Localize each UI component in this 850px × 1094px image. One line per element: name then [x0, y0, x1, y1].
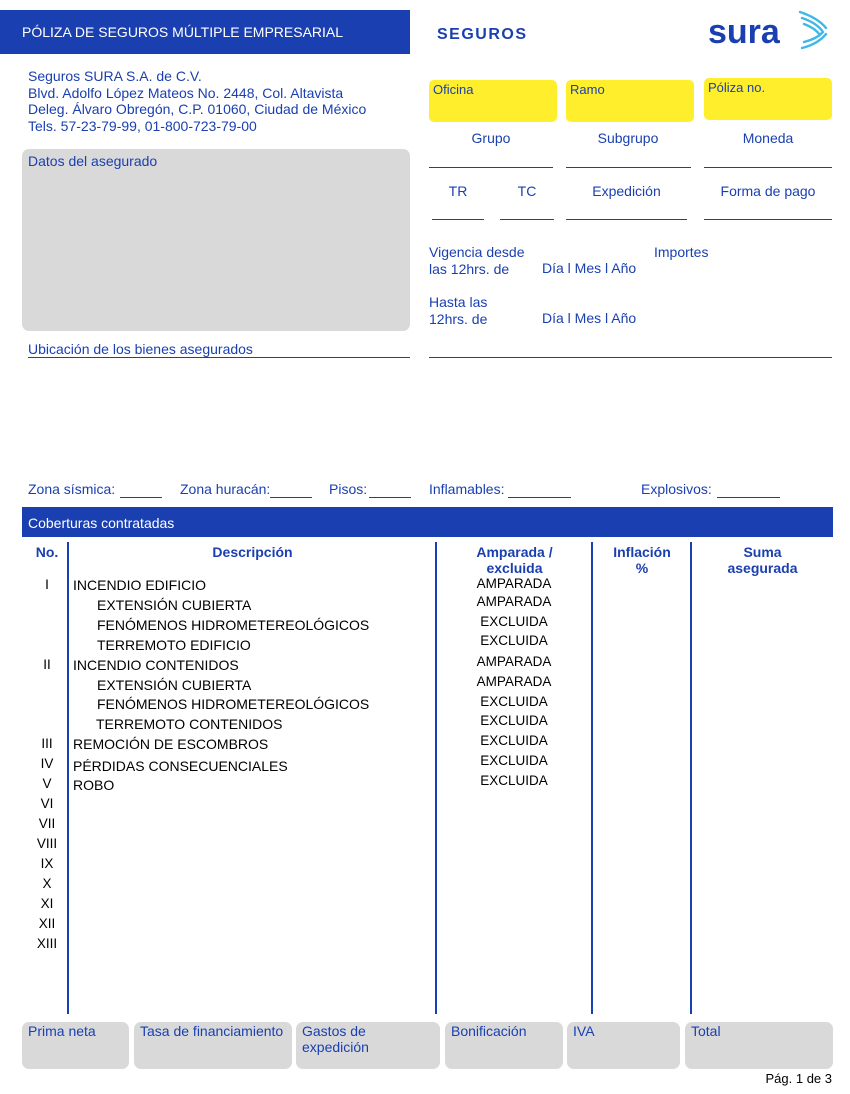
tr-line[interactable]: [432, 219, 484, 220]
ramo-field[interactable]: [566, 80, 694, 122]
row-num: IX: [40, 856, 54, 871]
form-title-bar: [0, 10, 410, 54]
row-description: REMOCIÓN DE ESCOMBROS: [73, 736, 269, 752]
row-status: EXCLUIDA: [480, 713, 548, 728]
row-status: AMPARADA: [476, 576, 552, 591]
row-description: TERREMOTO CONTENIDOS: [96, 716, 283, 732]
row-num: III: [41, 736, 53, 751]
pisos-label: Pisos:: [329, 481, 368, 497]
company-city: Deleg. Álvaro Obregón, C.P. 01060, Ciudad de México: [28, 101, 367, 117]
row-num: IV: [40, 756, 54, 771]
vigencia-desde-line1: Vigencia desde: [429, 244, 525, 260]
col-header-amparada: [437, 544, 592, 576]
hasta-label: [429, 294, 487, 327]
row-description: FENÓMENOS HIDROMETEREOLÓGICOS: [97, 696, 370, 712]
row-description: INCENDIO EDIFICIO: [73, 577, 207, 593]
zona-huracan-line[interactable]: [270, 497, 312, 498]
row-description: FENÓMENOS HIDROMETEREOLÓGICOS: [97, 617, 370, 633]
row-num: VIII: [36, 836, 58, 851]
tc-label: TC: [517, 183, 537, 199]
explosivos-label: Explosivos:: [641, 481, 712, 497]
tr-label: TR: [448, 183, 468, 199]
inflacion-header-line2: %: [635, 560, 649, 576]
ubicacion-line[interactable]: [28, 357, 410, 358]
moneda-label: Moneda: [742, 130, 794, 146]
amparada-header-line1: Amparada /: [476, 544, 553, 560]
poliza-field[interactable]: [704, 78, 832, 120]
sura-logo: [706, 8, 830, 56]
oficina-label: Oficina: [433, 82, 474, 97]
row-description: INCENDIO CONTENIDOS: [73, 657, 239, 673]
company-phones: Tels. 57-23-79-99, 01-800-723-79-00: [28, 117, 257, 134]
row-num: XII: [38, 916, 56, 931]
row-num: X: [42, 876, 52, 891]
prima-neta-field[interactable]: [22, 1022, 129, 1069]
col-header-suma: [692, 544, 833, 576]
iva-label: IVA: [573, 1023, 595, 1039]
expedicion-line[interactable]: [566, 219, 687, 220]
row-description: TERREMOTO EDIFICIO: [97, 637, 251, 653]
total-field[interactable]: [685, 1022, 833, 1069]
prima-neta-label: Prima neta: [28, 1023, 96, 1039]
gastos-expedicion-label: Gastos de expedición: [302, 1023, 369, 1055]
hasta-date[interactable]: Día l Mes l Año: [542, 310, 637, 326]
company-name: Seguros SURA S.A. de C.V.: [28, 68, 202, 84]
suma-header-line2: asegurada: [727, 560, 798, 576]
form-title: PÓLIZA DE SEGUROS MÚLTIPLE EMPRESARIAL: [22, 24, 344, 40]
pisos-line[interactable]: [369, 497, 411, 498]
total-label: Total: [691, 1023, 721, 1039]
row-num: V: [42, 776, 52, 791]
row-description: PÉRDIDAS CONSECUENCIALES: [73, 758, 288, 774]
tasa-financiamiento-label: Tasa de financiamiento: [140, 1023, 284, 1039]
zona-sismica-line[interactable]: [120, 497, 162, 498]
row-status: AMPARADA: [476, 654, 552, 669]
row-description: EXTENSIÓN CUBIERTA: [97, 677, 252, 693]
datos-asegurado-box[interactable]: [22, 149, 410, 331]
forma-pago-label: Forma de pago: [720, 183, 816, 199]
bonificacion-field[interactable]: [445, 1022, 563, 1069]
row-num: I: [45, 577, 49, 592]
row-status: EXCLUIDA: [480, 633, 548, 648]
row-num: VI: [40, 796, 54, 811]
row-status: AMPARADA: [476, 674, 552, 689]
row-num: XIII: [36, 936, 58, 951]
hasta-line1: Hasta las: [429, 294, 488, 310]
expedicion-label: Expedición: [592, 183, 661, 199]
vigencia-desde-date[interactable]: Día l Mes l Año: [542, 260, 637, 276]
row-status: EXCLUIDA: [480, 694, 548, 709]
svg-text:sura: sura: [708, 13, 780, 51]
row-status: EXCLUIDA: [480, 773, 548, 788]
subgrupo-line[interactable]: [566, 167, 691, 168]
importes-label: Importes: [654, 244, 709, 260]
seguros-label: SEGUROS: [437, 26, 528, 43]
vigencia-line[interactable]: [429, 357, 832, 358]
row-description: EXTENSIÓN CUBIERTA: [97, 597, 252, 613]
vigencia-desde-label: [429, 244, 524, 277]
inflamables-line[interactable]: [508, 497, 571, 498]
row-num: VII: [38, 816, 56, 831]
col-header-descripcion: Descripción: [212, 544, 293, 560]
inflacion-header-line1: Inflación: [613, 544, 671, 560]
vigencia-desde-line2: las 12hrs. de: [429, 260, 510, 277]
oficina-field[interactable]: [429, 80, 557, 122]
iva-field[interactable]: [567, 1022, 680, 1069]
ubicacion-label: Ubicación de los bienes asegurados: [28, 341, 253, 357]
row-description: ROBO: [73, 777, 115, 793]
coberturas-band: [22, 507, 833, 537]
bonificacion-label: Bonificación: [451, 1023, 527, 1039]
zona-huracan-label: Zona huracán:: [180, 481, 271, 497]
row-status: AMPARADA: [476, 594, 552, 609]
col-header-no: No.: [35, 544, 59, 560]
hasta-line2: 12hrs. de: [429, 310, 488, 327]
company-address: [28, 68, 366, 134]
explosivos-line[interactable]: [717, 497, 780, 498]
datos-asegurado-label: Datos del asegurado: [28, 153, 158, 169]
inflamables-label: Inflamables:: [429, 481, 505, 497]
subgrupo-label: Subgrupo: [597, 130, 659, 146]
poliza-label: Póliza no.: [708, 80, 766, 95]
row-num: XI: [40, 896, 54, 911]
zona-sismica-label: Zona sísmica:: [28, 481, 116, 497]
grupo-line[interactable]: [429, 167, 553, 168]
company-street: Blvd. Adolfo López Mateos No. 2448, Col. Altavista: [28, 84, 344, 101]
row-status: EXCLUIDA: [480, 614, 548, 629]
moneda-line[interactable]: [704, 167, 832, 168]
coberturas-title: Coberturas contratadas: [28, 515, 175, 531]
grupo-label: Grupo: [471, 130, 511, 146]
tc-line[interactable]: [500, 219, 554, 220]
gastos-expedicion-field[interactable]: [296, 1022, 440, 1069]
forma-pago-line[interactable]: [704, 219, 832, 220]
row-status: EXCLUIDA: [480, 753, 548, 768]
tasa-financiamiento-field[interactable]: [134, 1022, 292, 1069]
col-header-inflacion: [593, 544, 691, 576]
row-status: EXCLUIDA: [480, 733, 548, 748]
suma-header-line1: Suma: [743, 544, 782, 560]
ramo-label: Ramo: [570, 82, 605, 97]
divider-inflacion: [690, 542, 692, 1014]
amparada-header-line2: excluida: [486, 560, 543, 576]
row-num: II: [43, 657, 51, 672]
page-number: Pág. 1 de 3: [765, 1071, 832, 1086]
